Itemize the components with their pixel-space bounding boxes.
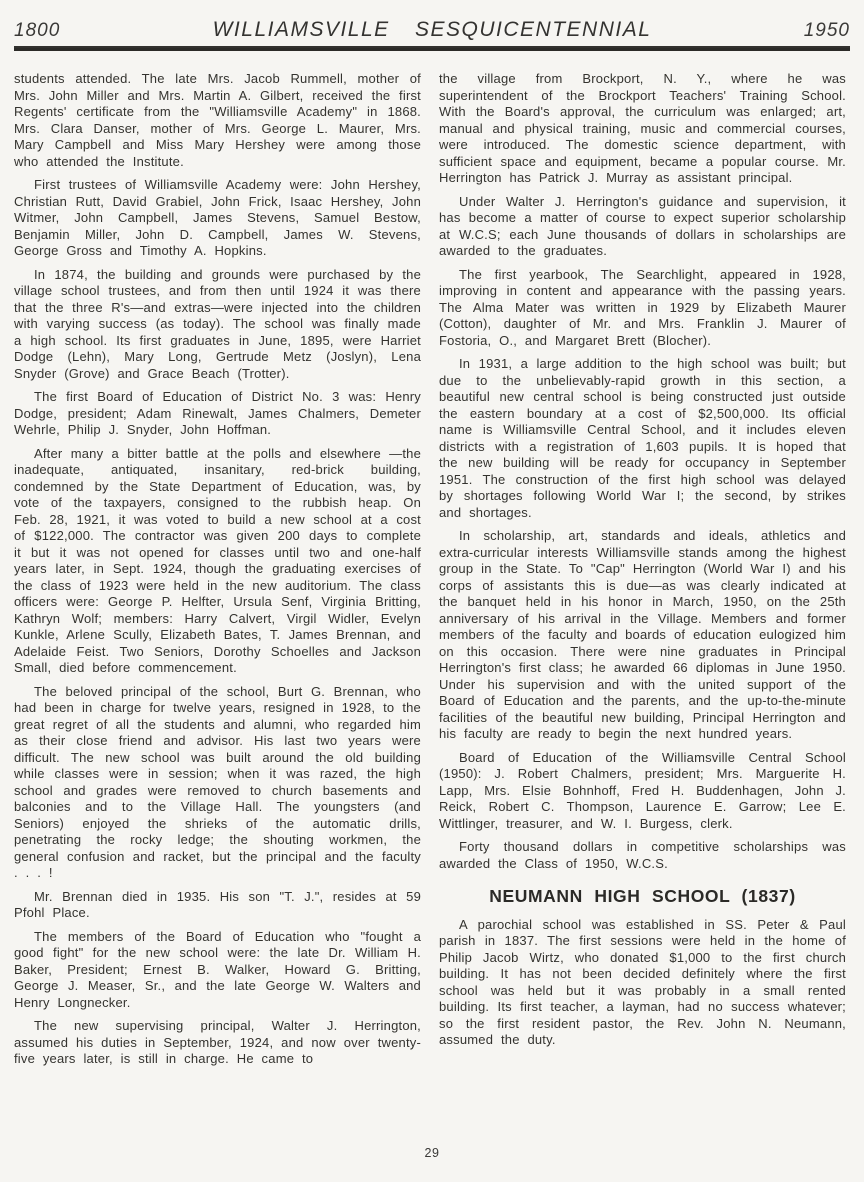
left-column [14,71,421,1075]
paragraph: The first Board of Education of District No. 3 was: Henry Dodge, president; Adam Rinewalt, James Chalmers, Demeter Wehrle, Philip J. Snyder, John Hoffman. [14,389,421,437]
paragraph: the village from Brockport, N. Y., where he was superintendent of the Brockport Teachers' Training School. With the Board's approval, the curriculum was enlarged; art, manual and physical training, music and commercial courses, were introduced. The domestic science department, with sufficient space and equipment, became a popular course. Mr. Herrington has Patrick J. Murray as assistant principal. [439,71,846,185]
paragraph: The members of the Board of Education who "fought a good fight" for the new school were: the late Dr. William H. Baker, President; Ernest B. Walker, Howard G. Britting, George J. Measer, Sr., and the late George W. Walters and Henry Longnecker. [14,928,421,1010]
header-year-right: 1950 [803,20,850,41]
paragraph: In 1931, a large addition to the high school was built; but due to the unbelievably-rapid growth in this section, a beautiful new central school is being constructed just outside the eastern boundary at a cost of $2,500,000. Its official name is Williamsville Central School, and it includes eleven districts with a registration of 1,603 pupils. It is hoped that the new building will be ready for occupancy in September 1951. The construction of the first high school was delayed by shortages following World War I; the second, by strikes and shortages. [439,356,846,520]
header-year-left: 1800 [14,20,61,41]
paragraph: In scholarship, art, standards and ideals, athletics and extra-curricular interests Williamsville stands among the highest group in the State. To "Cap" Herrington (World War I) and his corps of assistants this is due—as was clearly indicated at the banquet held in his honor in March, 1950, on the 25th anniversary of his arrival in the Village. Members and former members of the faculty and boards of education eulogized him on this occasion. There were nine graduates in Principal Herrington's first class; he awarded 66 diplomas in June 1950. Under his supervision and with the united support of the Board of Education and the parents, and the up-to-the-minute facilities of the beautiful new building, Principal Herrington and his faculty are ready to begin the next hundred years. [439,528,846,741]
paragraph: Board of Education of the Williamsville Central School (1950): J. Robert Chalmers, president; Mrs. Marguerite H. Lapp, Mrs. Elsie Bohnhoff, Fred H. Buddenhagen, John J. Reick, Robert C. Thompson, Laurence E. Garrow; Lee E. Wittlinger, treasurer, and W. I. Burgess, clerk. [439,749,846,831]
page-header [0,0,864,46]
page-number: 29 [424,1146,440,1160]
paragraph: Mr. Brennan died in 1935. His son "T. J.", resides at 59 Pfohl Place. [14,888,421,920]
paragraph: The new supervising principal, Walter J. Herrington, assumed his duties in September, 1924, and now over twenty-five years later, is still in charge. He came to [14,1018,421,1066]
paragraph: In 1874, the building and grounds were purchased by the village school trustees, and from then until 1924 it was there that the three R's—and extras—were injected into the children with varying success (as today). The school was finally made a high school. Its first graduates in June, 1895, were Harriet Dodge (Lehn), Mary Long, Gertrude Metz (Joslyn), Lena Snyder (Grove) and Grace Beach (Trotter). [14,266,421,381]
section-heading: NEUMANN HIGH SCHOOL (1837) [489,886,796,906]
paragraph: The first yearbook, The Searchlight, appeared in 1928, improving in content and appearance with the passing years. The Alma Mater was written in 1929 by Elizabeth Maurer (Cotton), daughter of Mr. and Mrs. Franklin J. Maurer of Fostoria, O., and Margaret Brett (Blocher). [439,266,846,348]
paragraph: The beloved principal of the school, Burt G. Brennan, who had been in charge for twelve years, resigned in 1928, to the great regret of all the students and alumni, who regarded him as their close friend and advisor. His last two years were difficult. The new school was built around the old building while classes were in session; when it was razed, the high school and grades were removed to church basements and balconies and to the Village Hall. The youngsters (and Seniors) enjoyed the shrieks of the automatic drills, penetrating the rocky ledge; the shouting workmen, the general confusion and racket, but the principal and the faculty . . . ! [14,683,421,880]
paragraph: Forty thousand dollars in competitive scholarships was awarded the Class of 1950, W.C.S. [439,839,846,871]
page-footer [0,1146,864,1160]
page-body [0,51,864,1075]
paragraph: After many a bitter battle at the polls and elsewhere —the inadequate, antiquated, insanitary, red-brick building, condemned by the State Department of Education, was, by vote of the taxpayers, consigned to the rubbish heap. On Feb. 28, 1921, it was voted to build a new school at a cost of $122,000. The contractor was given 200 days to complete it but it was not opened for classes until two and one-half years later, in Sept. 1924, though the graduating exercises of the class of 1923 were held in the new auditorium. The class officers were: George P. Helfter, Ursula Senf, Virginia Britting, Kathryn Wolf; members: Harry Calvert, Virgil Widler, Evelyn Kunkle, Arlene Scully, Elizabeth Bates, T. James Brennan, and Adelaide Feist. Two Seniors, Dorothy Schoelles and Jackson Small, died before commencement. [14,445,421,675]
paragraph: students attended. The late Mrs. Jacob Rummell, mother of Mrs. John Miller and Mrs. Martin A. Gilbert, received the first Regents' certificate from the "Williamsville Academy" in 1868. Mrs. Clara Danser, mother of Mrs. George L. Maurer, Mrs. Mary Campbell and Miss Mary Hershey were among those who attended the Institute. [14,71,421,169]
paragraph: First trustees of Williamsville Academy were: John Hershey, Christian Rutt, David Grabiel, John Frick, Isaac Hershey, John Witmer, John Campbell, James Stevens, Samuel Bestow, Benjamin Miller, John D. Campbell, James W. Stevens, George Gross and Timothy A. Hopkins. [14,177,421,258]
right-column [439,71,846,1075]
paragraph: A parochial school was established in SS. Peter & Paul parish in 1837. The first sessions were held in the home of Philip Jacob Wirtz, who donated $1,000 to the first church building. It has not been decided definitely where the first school was held but it was probably in a small rented building. Its first teacher, a layman, had no success whatever; so the first resident pastor, the Rev. John N. Neumann, assumed the duty. [439,916,846,1047]
paragraph: Under Walter J. Herrington's guidance and supervision, it has become a matter of course to expect superior scholarship at W.C.S; each June thousands of dollars in scholarships are awarded to the graduates. [439,193,846,258]
running-title: WILLIAMSVILLE SESQUICENTENNIAL [212,18,652,41]
